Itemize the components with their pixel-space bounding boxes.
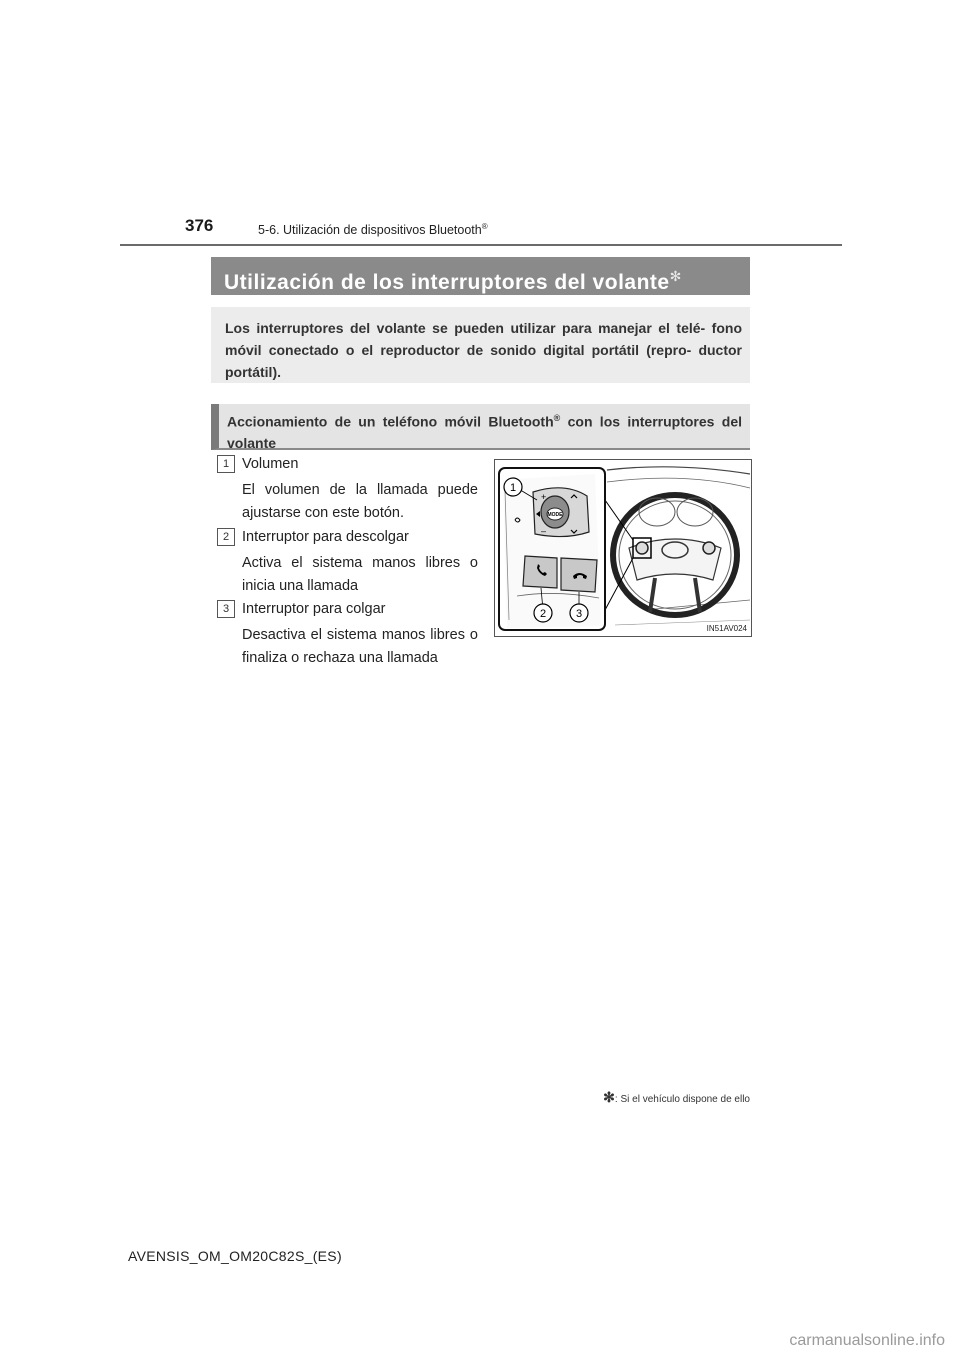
item-desc-hangup: Desactiva el sistema manos libres o finaliza o rechaza una llamada — [242, 627, 478, 666]
item-number-1: 1 — [217, 455, 235, 473]
registered-mark: ® — [481, 222, 488, 231]
asterisk-icon: ✻ — [669, 268, 682, 284]
subsection-heading — [211, 404, 750, 450]
callout-1: 1 — [509, 482, 517, 494]
document-id: AVENSIS_OM_OM20C82S_(ES) — [128, 1248, 342, 1264]
subsection-text-start: Accionamiento de un teléfono móvil Bluetooth — [227, 413, 554, 430]
watermark: carmanualsonline.info — [789, 1332, 945, 1349]
footnote — [603, 1089, 750, 1106]
figure-code: IN51AV024 — [706, 624, 747, 633]
intro-box: Los interruptores del volante se pueden utilizar para manejar el telé- fono móvil conectado o el reproductor de sonido digital portátil (repro- ductor portátil). — [211, 307, 750, 383]
item-label-answer: Interruptor para descolgar — [242, 529, 409, 545]
item-label-hangup: Interruptor para colgar — [242, 601, 386, 617]
item-number-3: 3 — [217, 600, 235, 618]
steering-wheel-illustration — [495, 460, 751, 636]
section-text: 5-6. Utilización de dispositivos Bluetooth — [258, 223, 482, 238]
page-title — [211, 257, 750, 295]
header-rule — [120, 244, 842, 246]
plus-button-label: + — [541, 492, 547, 502]
asterisk-icon: ✻ — [603, 1089, 615, 1105]
callout-2: 2 — [539, 608, 547, 620]
page-number: 376 — [185, 216, 214, 235]
mode-button-label: MODE — [547, 512, 563, 518]
minus-button-label: – — [541, 526, 547, 536]
footnote-text: : Si el vehículo dispone de ello — [614, 1094, 750, 1105]
registered-mark: ® — [553, 413, 561, 423]
item-number-2: 2 — [217, 528, 235, 546]
page-title-text: Utilización de los interruptores del volante — [224, 271, 670, 294]
subsection-text-end: con los interruptores del volante — [227, 413, 742, 451]
callout-3: 3 — [575, 608, 583, 620]
item-desc-answer: Activa el sistema manos libres o inicia una llamada — [242, 555, 478, 594]
item-label-volume: Volumen — [242, 456, 299, 472]
section-title — [258, 222, 488, 237]
steering-switch-figure — [494, 459, 752, 637]
item-desc-volume: El volumen de la llamada puede ajustarse con este botón. — [242, 482, 478, 521]
